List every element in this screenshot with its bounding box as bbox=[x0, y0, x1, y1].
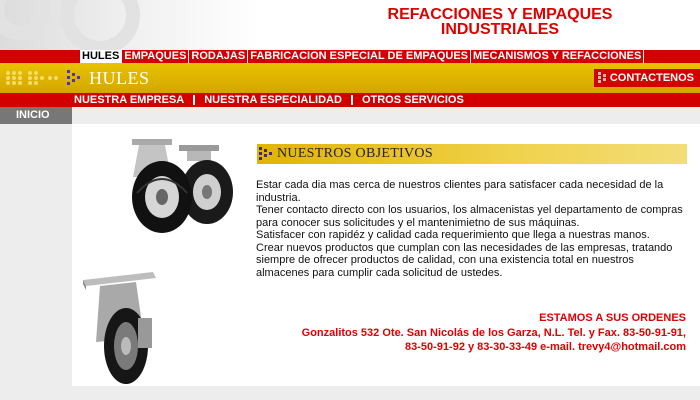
top-menu-item-fabricacion[interactable]: FABRICACION ESPECIAL DE EMPAQUES bbox=[247, 50, 470, 63]
section-label: HULES bbox=[89, 68, 150, 88]
objectives-text bbox=[256, 179, 686, 279]
home-row bbox=[0, 107, 700, 124]
site-title-line2: INDUSTRIALES bbox=[440, 21, 560, 38]
home-link[interactable]: INICIO bbox=[0, 107, 72, 124]
site-title bbox=[340, 7, 660, 37]
top-menu-item-mecanismos[interactable]: MECANISMOS Y REFACCIONES bbox=[470, 50, 644, 63]
footer-strip bbox=[0, 386, 700, 400]
top-menu-item-empaques[interactable]: EMPAQUES bbox=[121, 50, 188, 63]
caster-pair-image bbox=[117, 137, 237, 237]
left-strip bbox=[0, 124, 72, 400]
menu-otros-servicios[interactable]: OTROS SERVICIOS bbox=[361, 94, 464, 106]
contact-link[interactable] bbox=[594, 69, 700, 87]
top-menu-item-hules[interactable]: HULES bbox=[82, 50, 120, 62]
dots-arrow-icon bbox=[67, 69, 83, 87]
objective-paragraph: Satisfacer con rapidéz y calidad cada requerimiento que llega a nuestras manos. bbox=[256, 229, 650, 241]
header bbox=[0, 0, 700, 50]
objective-paragraph: Estar cada dia mas cerca de nuestros clientes para satisfacer cada necesidad de la industria. bbox=[256, 179, 664, 204]
contact-link-label: CONTACTENOS bbox=[609, 72, 694, 84]
menu-nuestra-especialidad[interactable]: NUESTRA ESPECIALIDAD bbox=[204, 94, 342, 106]
contact-info bbox=[226, 311, 686, 355]
menu-separator bbox=[351, 95, 353, 105]
site-title-line1: REFACCIONES Y EMPAQUES bbox=[387, 6, 613, 23]
menu-nuestra-empresa[interactable]: NUESTRA EMPRESA bbox=[74, 94, 185, 106]
objectives-title: NUESTROS OBJETIVOS bbox=[277, 146, 433, 161]
menu-separator bbox=[193, 95, 195, 105]
contact-phones-email: 83-50-91-92 y 83-30-33-49 e-mail. trevy4@hotmail.com bbox=[405, 341, 686, 353]
dots-icon bbox=[259, 147, 273, 161]
main-content bbox=[72, 124, 700, 386]
objectives-header bbox=[257, 144, 687, 164]
dots-icon bbox=[598, 72, 607, 84]
top-menu-item-rodajas[interactable]: RODAJAS bbox=[188, 50, 247, 63]
objective-paragraph: Tener contacto directo con los usuarios, los almacenistas yel departamento de compras para conocer sus solicitudes y el mantenimietno de sus máquinas. bbox=[256, 204, 683, 229]
top-menu bbox=[0, 50, 700, 63]
contact-address: Gonzalitos 532 Ote. San Nicolás de los Garza, N.L. Tel. y Fax. 83-50-91-91, bbox=[301, 326, 686, 339]
contact-heading: ESTAMOS A SUS ORDENES bbox=[539, 312, 686, 324]
objective-paragraph: Crear nuevos productos que cumplan con las necesidades de las empresas, tratando siempre de ofrecer productos de calidad, con una existencia total en nuestros almacenes para cumplir cada solicitud de ustedes. bbox=[256, 241, 673, 279]
secondary-menu bbox=[0, 93, 700, 107]
dots-decoration-icon bbox=[4, 68, 60, 88]
section-band bbox=[0, 63, 700, 93]
caster-image bbox=[78, 268, 188, 386]
header-decoration bbox=[60, 0, 140, 50]
